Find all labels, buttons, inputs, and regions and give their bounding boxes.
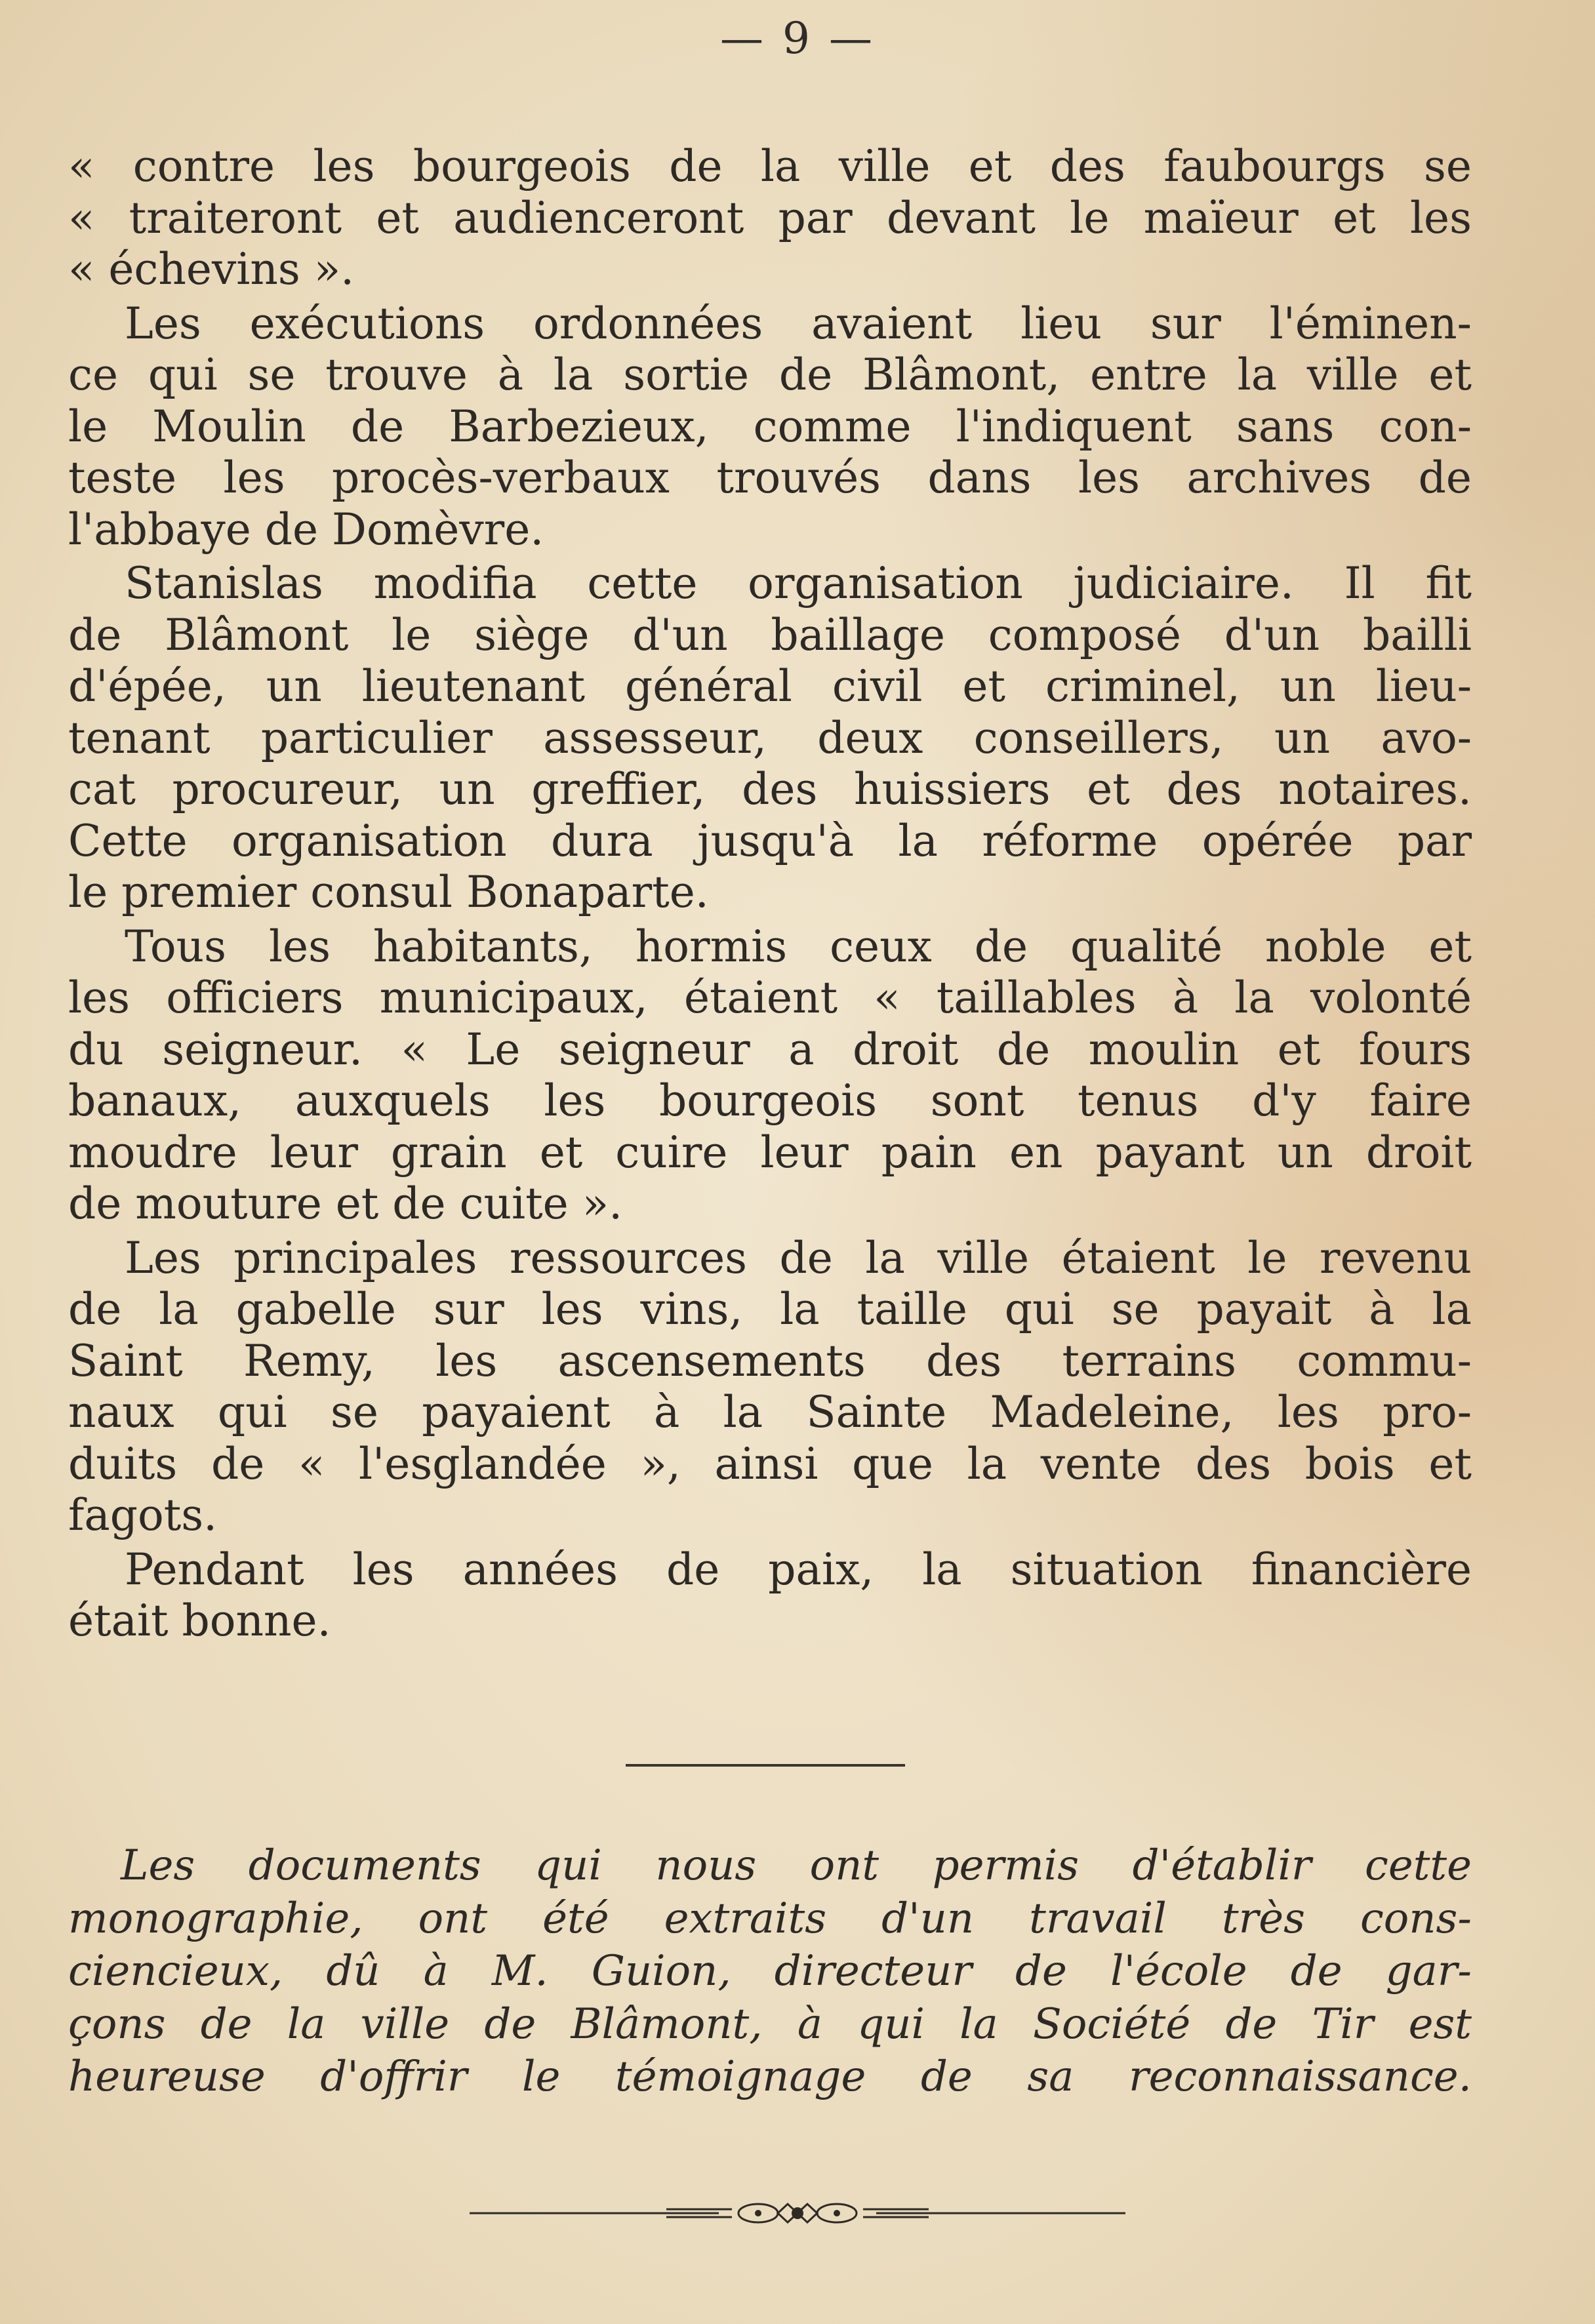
credit-line: monographie, ont été extraits d'un travail très cons- [68,1894,1472,1943]
section-divider [626,1764,905,1767]
text-line: était bonne. [68,1595,331,1646]
acknowledgement-note [68,1839,1472,2104]
paragraph-executions [68,298,1472,556]
text-line: Saint Remy, les ascensements des terrains commu- [68,1335,1472,1386]
text-line: tenant particulier assesseur, deux conseillers, un avo- [68,712,1472,763]
text-line: de la gabelle sur les vins, la taille qui se payait à la [68,1284,1472,1334]
text-line: moudre leur grain et cuire leur pain en payant un droit [68,1127,1472,1178]
page-number: — 9 — [720,13,875,64]
text-line: cat procureur, un greffier, des huissiers et des notaires. [68,764,1472,814]
text-line: Stanislas modifia cette organisation judiciaire. Il fit [125,558,1472,609]
text-line: du seigneur. « Le seigneur a droit de moulin et fours [68,1024,1472,1075]
paragraph-quote-continuation [68,141,1472,296]
text-line: fagots. [68,1490,218,1540]
paragraph-ressources [68,1233,1472,1542]
text-line: « échevins ». [68,244,355,294]
body-text [68,141,1472,1647]
text-line: duits de « l'esglandée », ainsi que la vente des bois et [68,1438,1472,1489]
text-line: le Moulin de Barbezieux, comme l'indiquent sans con- [68,401,1472,452]
text-line: ce qui se trouve à la sortie de Blâmont, entre la ville et [68,350,1472,400]
text-line: de Blâmont le siège d'un baillage composé d'un bailli [68,609,1472,660]
paragraph-paix [68,1544,1472,1647]
text-line: de mouture et de cuite ». [68,1178,623,1229]
credit-line: heureuse d'offrir le témoignage de sa reconnaissance. [68,2053,1472,2101]
text-line: « traiteront et audienceront par devant le maïeur et les [68,192,1472,243]
text-line: Tous les habitants, hormis ceux de qualité noble et [125,921,1472,972]
text-line: Les exécutions ordonnées avaient lieu sur l'éminen- [125,298,1472,349]
text-line: d'épée, un lieutenant général civil et criminel, un lieu- [68,661,1472,711]
text-line: teste les procès-verbaux trouvés dans les archives de [68,452,1472,503]
text-line: naux qui se payaient à la Sainte Madeleine, les pro- [68,1387,1472,1437]
paragraph-habitants [68,921,1472,1230]
paragraph-stanislas [68,558,1472,919]
text-line: les officiers municipaux, étaient « taillables à la volonté [68,972,1472,1023]
text-line: Cette organisation dura jusqu'à la réforme opérée par [68,815,1472,866]
text-line: Pendant les années de paix, la situation financière [125,1544,1472,1595]
credit-line: ciencieux, dû à M. Guion, directeur de l'école de gar- [68,1947,1472,1995]
text-line: Les principales ressources de la ville étaient le revenu [125,1232,1472,1283]
credit-line: çons de la ville de Blâmont, à qui la Société de Tir est [68,1999,1472,2049]
text-line: « contre les bourgeois de la ville et des faubourgs se [68,141,1472,191]
text-line: banaux, auxquels les bourgeois sont tenus d'y faire [68,1075,1472,1126]
credit-line: Les documents qui nous ont permis d'établir cette [121,1841,1472,1890]
text-line: le premier consul Bonaparte. [68,867,709,917]
ornament-divider-icon [470,2194,1125,2233]
text-line: l'abbaye de Domèvre. [68,504,544,555]
